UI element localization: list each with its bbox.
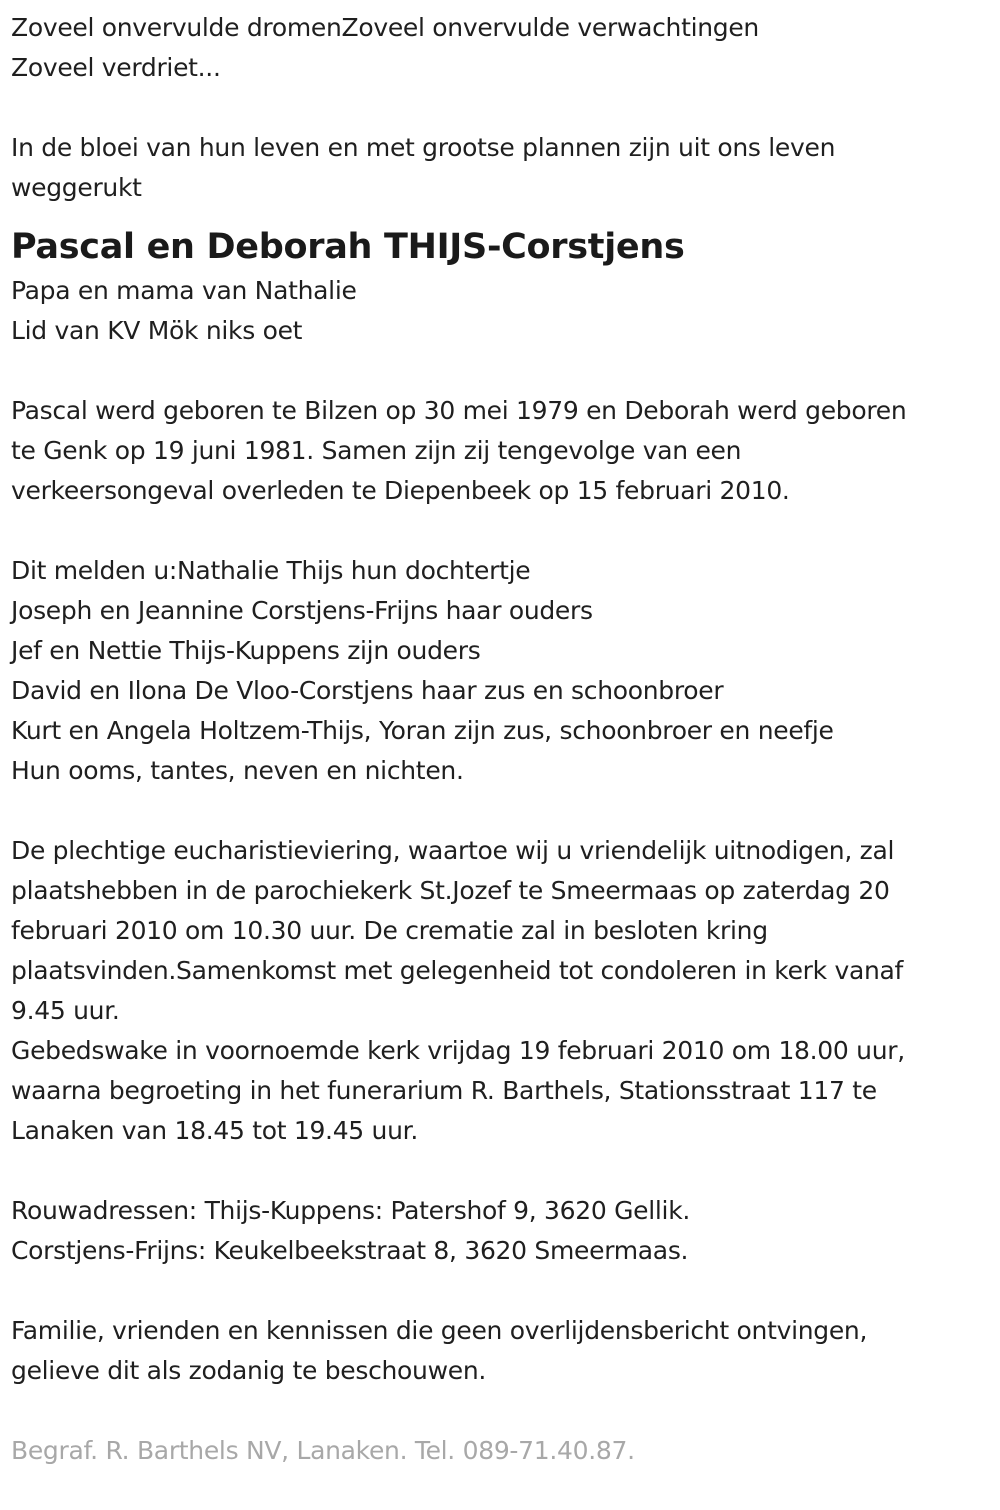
ceremony-line: februari 2010 om 10.30 uur. De crematie zal in besloten kring xyxy=(11,916,768,945)
subtitle-section xyxy=(11,271,991,351)
intro-line: Zoveel verdriet... xyxy=(11,53,221,82)
intro-line: In de bloei van hun leven en met grootse plannen zijn uit ons leven xyxy=(11,133,836,162)
address-line: Rouwadressen: Thijs-Kuppens: Patershof 9, 3620 Gellik. xyxy=(11,1196,691,1225)
ceremony-line: 9.45 uur. xyxy=(11,996,120,1025)
spacer xyxy=(11,351,991,391)
intro-line: Zoveel onvervulde dromenZoveel onvervulde verwachtingen xyxy=(11,13,759,42)
ceremony-line: plaatshebben in de parochiekerk St.Jozef te Smeermaas op zaterdag 20 xyxy=(11,876,890,905)
subtitle-line: Lid van KV Mök niks oet xyxy=(11,316,303,345)
obituary-document xyxy=(11,8,991,1471)
intro-section xyxy=(11,8,991,208)
addresses-section xyxy=(11,1191,991,1271)
notice-line: Familie, vrienden en kennissen die geen overlijdensbericht ontvingen, xyxy=(11,1316,868,1345)
ceremony-line: Gebedswake in voornoemde kerk vrijdag 19 februari 2010 om 18.00 uur, xyxy=(11,1036,905,1065)
subtitle-line: Papa en mama van Nathalie xyxy=(11,276,357,305)
birth-section xyxy=(11,391,991,511)
family-section xyxy=(11,551,991,791)
spacer xyxy=(11,1151,991,1191)
spacer xyxy=(11,791,991,831)
birth-line: Pascal werd geboren te Bilzen op 30 mei 1979 en Deborah werd geboren xyxy=(11,396,907,425)
notice-line: gelieve dit als zodanig te beschouwen. xyxy=(11,1356,487,1385)
family-line: Hun ooms, tantes, neven en nichten. xyxy=(11,756,464,785)
deceased-names-title: Pascal en Deborah THIJS-Corstjens xyxy=(11,227,685,267)
ceremony-line: waarna begroeting in het funerarium R. Barthels, Stationsstraat 117 te xyxy=(11,1076,877,1105)
spacer xyxy=(11,1271,991,1311)
ceremony-line: De plechtige eucharistieviering, waartoe wij u vriendelijk uitnodigen, zal xyxy=(11,836,895,865)
family-line: Jef en Nettie Thijs-Kuppens zijn ouders xyxy=(11,636,481,665)
intro-line: weggerukt xyxy=(11,173,142,202)
family-line: Kurt en Angela Holtzem-Thijs, Yoran zijn zus, schoonbroer en neefje xyxy=(11,716,834,745)
family-line: Dit melden u:Nathalie Thijs hun dochtertje xyxy=(11,556,531,585)
family-line: David en Ilona De Vloo-Corstjens haar zus en schoonbroer xyxy=(11,676,724,705)
ceremony-section xyxy=(11,831,991,1151)
address-line: Corstjens-Frijns: Keukelbeekstraat 8, 3620 Smeermaas. xyxy=(11,1236,689,1265)
notice-section xyxy=(11,1311,991,1391)
ceremony-line: Lanaken van 18.45 tot 19.45 uur. xyxy=(11,1116,418,1145)
family-line: Joseph en Jeannine Corstjens-Frijns haar ouders xyxy=(11,596,593,625)
birth-line: te Genk op 19 juni 1981. Samen zijn zij tengevolge van een xyxy=(11,436,742,465)
spacer xyxy=(11,511,991,551)
spacer xyxy=(11,88,991,128)
funeral-home-footer: Begraf. R. Barthels NV, Lanaken. Tel. 089-71.40.87. xyxy=(11,1436,635,1465)
spacer xyxy=(11,1391,991,1431)
ceremony-line: plaatsvinden.Samenkomst met gelegenheid tot condoleren in kerk vanaf xyxy=(11,956,904,985)
birth-line: verkeersongeval overleden te Diepenbeek op 15 februari 2010. xyxy=(11,476,790,505)
